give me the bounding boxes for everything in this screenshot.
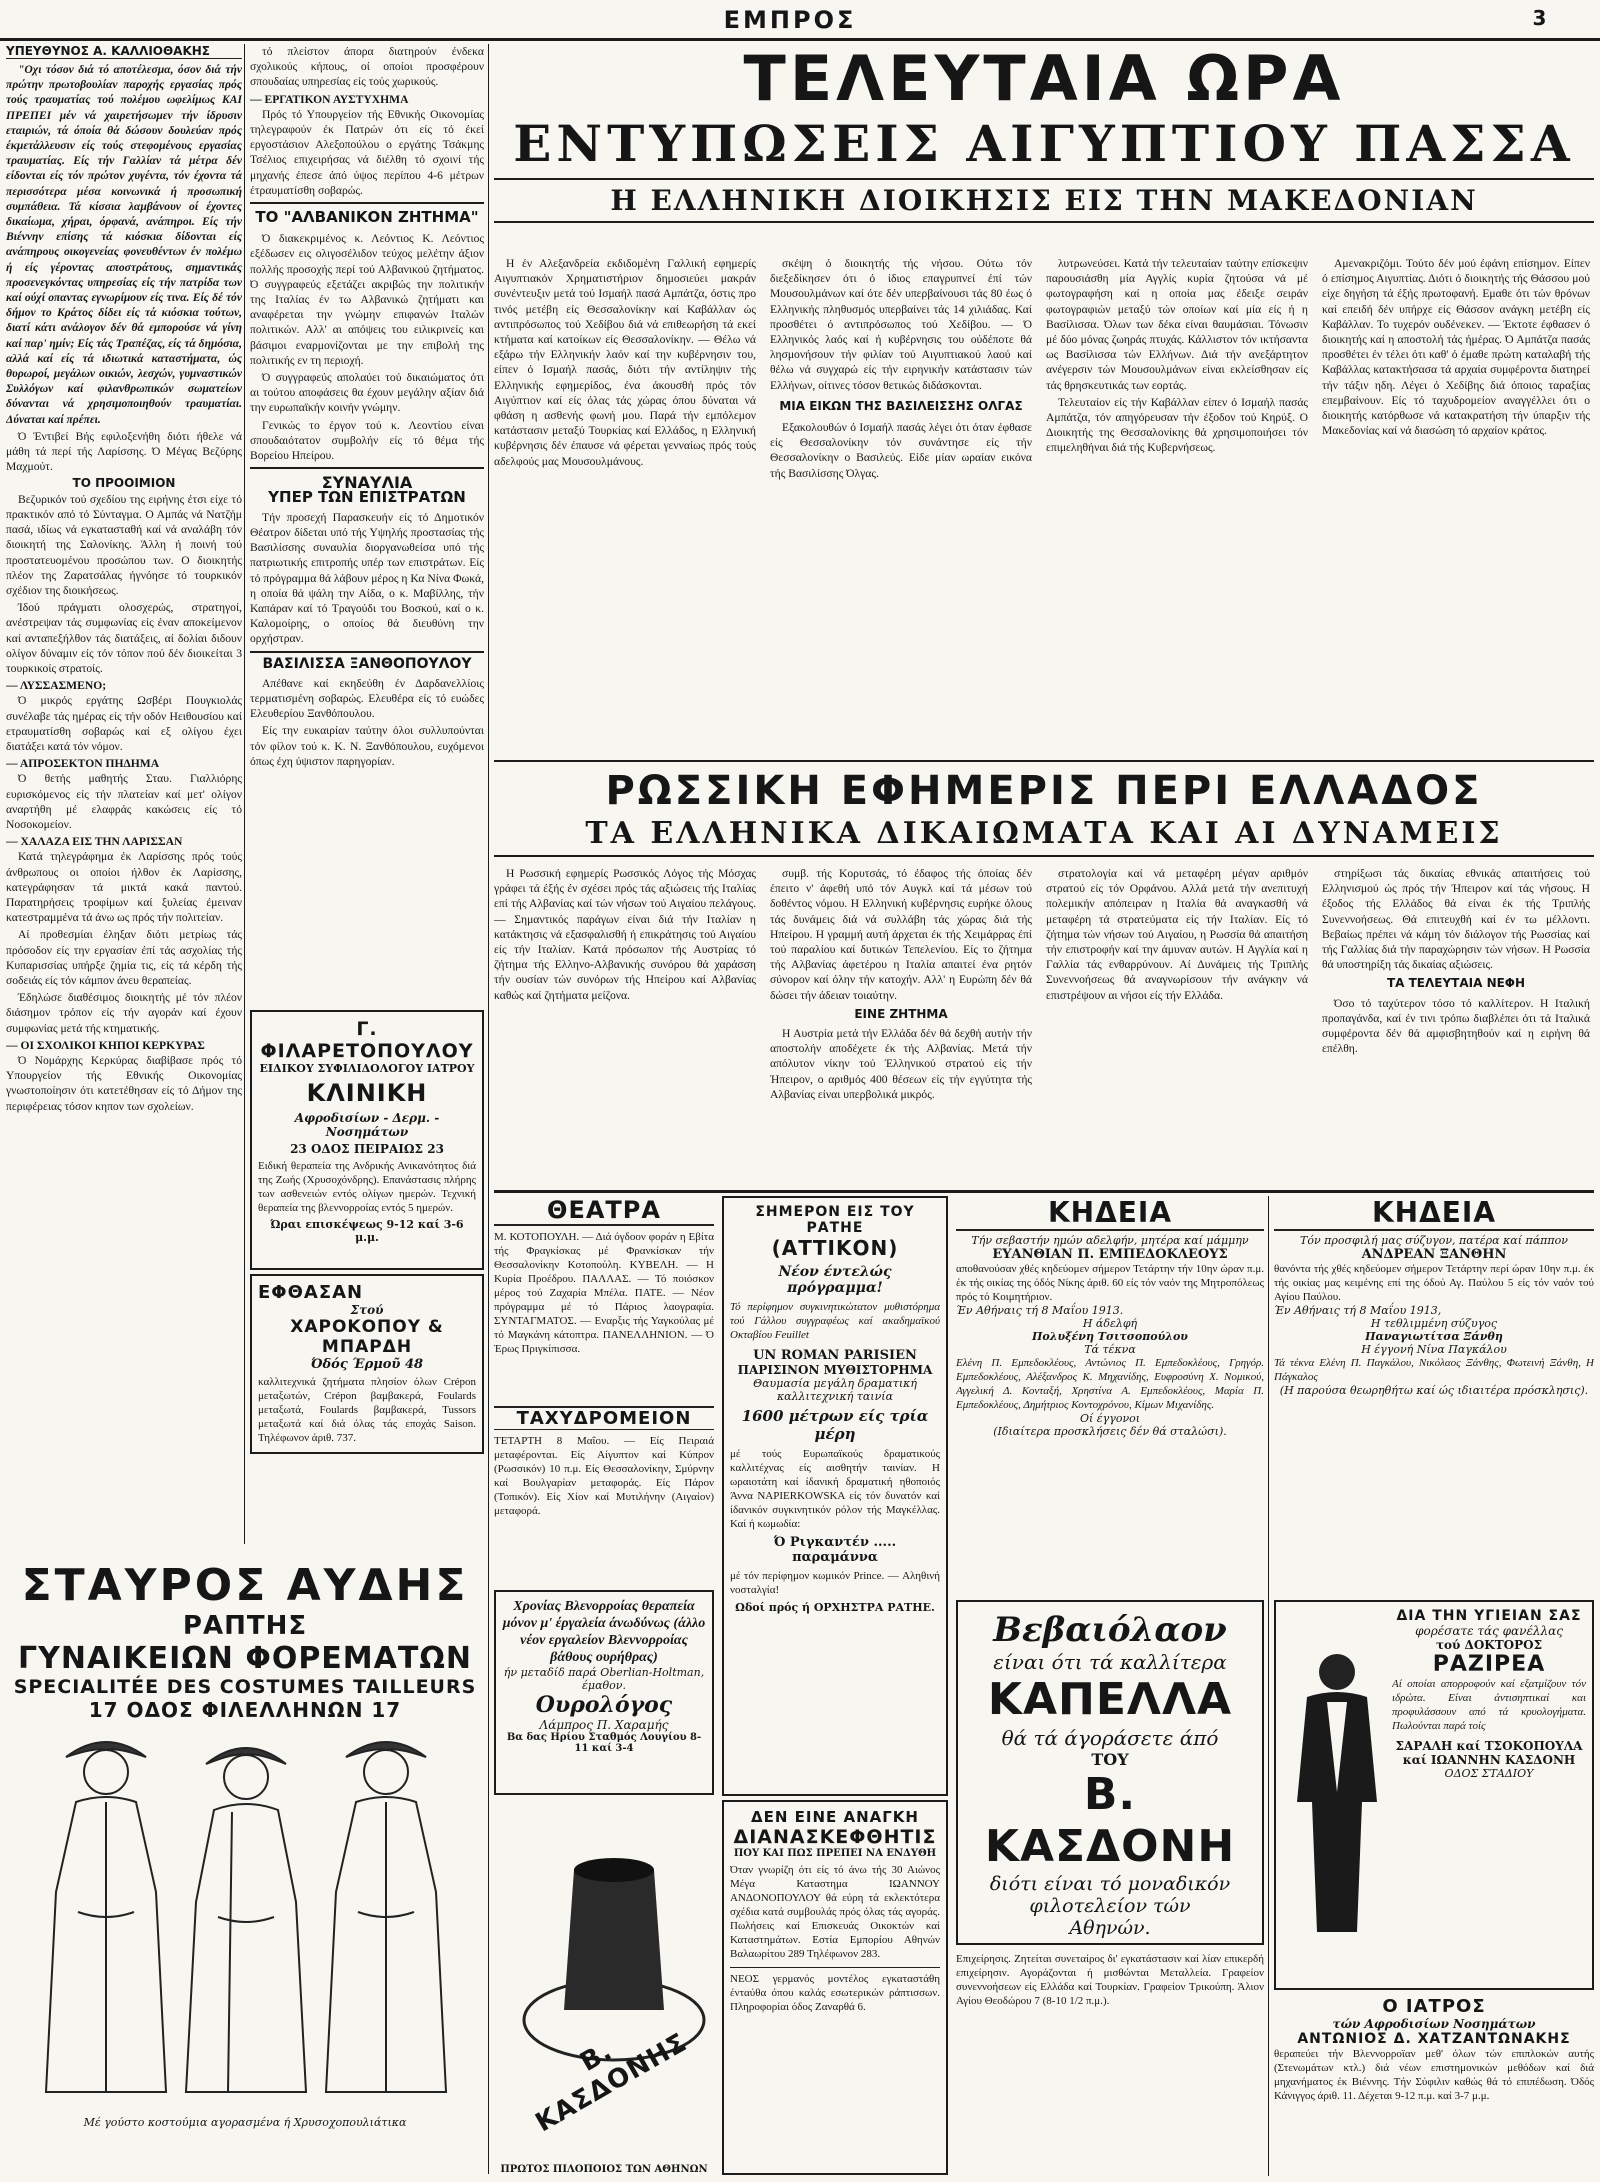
kasdoni-ad-line3: ΤΟΥ: [1091, 1750, 1129, 1769]
col2-para-1: τό πλείστον άπορα διατηρούν ένδεκα σχολικούς κήπους, οί οποίοι προσφέρουν σπουδαίας υπηρεσίας είς τούς χωρικούς.: [250, 45, 484, 89]
left-sub-3: — ΑΠΡΟΣΕΚΤΟΝ ΠΗΔΗΜΑ: [6, 757, 160, 771]
top-col-2-text: σκέψη ό διοικητής τής νήσου. Ούτω τόν διεξεδίκησεν ότι ό ίδιος επαγρυπνεί έπί τών Μουσουλμάνων καί ότε δέν υπερβαίνουσι τάς 80 έως ό Ελληνικής πληθυσμός υπερβαίνει τάς 14 χιλιάδας. Καί προσθέτει ό αντιπρόσωπος τού Χεδίβου. — Ό Ελληνικός λαός καί ή κυβέρνησις του ούδέποτε θά λησμονήσουν τήν φιλίαν τού Αιγυπτιακού λαού καί θέλω νά συγχαρώ είς τήν ειρηνικήν κατάστασιν τών Ελλήνων, οίτινες τόσον θετικώς διδάσκονται.: [770, 257, 1032, 392]
col2-para-2: Πρός τό Υπουργείον τής Εθνικής Οικονομίας τηλεγραφούν έκ Πατρών ότι είς τό έκεί εργοστάσιον Αλεξοπούλου ο εργάτης Τσάκμης Τσέλιος επιχειρήσας νά διέλθη τό σχοινί τής μηχανής έπεσε άπό ύψος περίπου 4-6 μέτρων έτραυματίσθη σοβαρώς.: [250, 107, 484, 197]
russia-col-4-text: στηρίξωσι τάς δικαίας εθνικάς απαιτήσεις τού Ελληνισμού ώς πρός τήν Ήπειρον καί τάς νήσους. Η έξοδος τής Ελλάδος θά είναι έκ τής Τριπλής Συνεννοήσεως. Θά επιτευχθή καί έν τω μέλλοντι. Βεβαίως πρέπει νά κάμη τόν διάλογον τής Ρωσσίας καί τής Γαλλίας διά τήν παραχώρησιν τών νήσων. Η Ρωσσία θά υποστηρίξη τάς δικαίας αξιώσεις.: [1322, 867, 1590, 972]
funeral-1-sig4: Ελένη Π. Εμπεδοκλέους, Αντώνιος Π. Εμπεδοκλέους, Γρηγόρ. Εμπεδοκλέους, Αλέξανδρος Κ. Μηχανίδης, Ευφροσύνη Χ. Νομικού, Αγγελική Δ. Κονταξή, Χρηστίνα Α. Εμπεδοκλέους, Μαρία Π. Εμπεδοκλέους, Δημήτριος Κοντοχρόνου, Κίμων Μιχανίδης.: [956, 1357, 1264, 1411]
col2-sub-3: ΣΥΝΑΥΛΙΑ: [321, 473, 413, 493]
kasdonis-hat-ad: [494, 1800, 714, 2175]
clinic-ad-addr: 23 ΟΔΟΣ ΠΕΙΡΑΙΩΣ 23: [290, 1142, 444, 1156]
clinic-ad-sub: ΕΙΔΙΚΟΥ ΣΥΦΙΛΙΔΟΛΟΓΟΥ ΙΑΤΡΟΥ: [259, 1062, 475, 1075]
kasdoni-ad-name: Β. ΚΑΣΔΟΝΗ: [984, 1769, 1236, 1872]
russia-col-3-text: στρατολογία καί νά μεταφέρη μέγαν αριθμόν στρατού είς τόν Ορφάνου. Αλλά μετά τήν ανεπιτυχή πολεμικήν απόπειραν η Ιταλία θά αναγκασθή νά μεταφέρη τά στρατεύματα είς τήν Ιταλίαν. Είς τό ζήτημα τών νήσων τού Αιγαίου, η Ρωσσία θά απαιτήση τήν επιστροφήν καί την άμυναν αυτών. Η Αγγλία καί η Γαλλία τάς ενθαρρύνουν. Αί Δυνάμεις τής Τριπλής Συνεννοήσεως θά αναγνωρίσουν τήν ανάγκην νά επιστρέψουν αι νήσοι είς τήν Ελλάδα.: [1046, 867, 1308, 1002]
left-para-2: Ό Έντιβεί Βής εφιλοξενήθη διότι ήθελε νά μάθη τά περί τής Λαρίσσης. Ό Μέγας Βεζύρης Μαχμούτ.: [6, 429, 242, 474]
kasdoni-ad-line5: φιλοτελείον τών: [1029, 1895, 1191, 1917]
andonopoulos-ad-new: ΝΕΟΣ γερμανός μοντέλος εγκαταστάθη ένταύθα όπου καλάς εσωτερικών ράπτισσων. Πληροφορίαι όδος Ζαναρθά 6.: [730, 1967, 940, 2014]
russia-col-4-sub: ΤΑ ΤΕΛΕΥΤΑΙΑ ΝΕΦΗ: [1386, 976, 1526, 991]
funeral-2-body2: θανόντα τής χθές κηδεύομεν σήμερον Τετάρτην περί ώραν 10ην π.μ. έκ τής οικίας μας κειμένης επί της όδού Αγ. Παύλου 5 είς τόν ναόν τού Αγίου Παύλου.: [1274, 1263, 1594, 1303]
top-headline-rule: [494, 178, 1594, 180]
top-col-4-text: Αμενακριζόμι. Τούτο δέν μού έφάνη επίσημον. Είπεν ό επίσημος Αιγυπτίας. Διότι ό διοικητής τής Θάσσου μού είχε δηγήση τά έξής πρωτοφανή. Εμαθε ότι τών θρόνων καί επειδή δέν υπήρχε είς Θάσσον ανάγκη μετέβη είς Καβάλλαν. Το τυχερόν ουδένεκεν. — Έκτοτε έφθασεν ό διοικητής καί η αποστολή τάς ήμέρας. Ό Αμπάτζα πασάς προσθέτει έν τέλει ότι καθ' ό έμαθε πρώτη καταλαβή τής Καβάλλας κατακτήσασα τά αρχαία συμφέροντα διατηρεί τήν τάξιν ηδη. Λέγει ό Χεδίβης διά όποιος ταραξίας επεμβαίνουν. Είς τό ταχυδρομείον αναγγέλλει ότι ο διοικητής κατόρθωσε νά κατακρατήση τήν ύπαρξιν τής Μακεδονίας καί νά διασώση τό αρχαίον κράτος.: [1322, 257, 1590, 438]
rathe-ad-comedy: Ό Ριγκαντέν ..... παραμάννα: [773, 1535, 897, 1565]
kasdoni-ad-line1: είναι ότι τά καλλίτερα: [993, 1650, 1227, 1674]
col2-sub-2: ΤΟ "ΑΛΒΑΝΙΚΟΝ ΖΗΤΗΜΑ": [255, 208, 479, 227]
flannel-ad-h1: ΔΙΑ ΤΗΝ ΥΓΙΕΙΑΝ ΣΑΣ: [1396, 1608, 1582, 1624]
tailor-ad-addr: 17 ΟΔΟΣ ΦΙΛΕΛΛΗΝΩΝ 17: [88, 1698, 402, 1722]
left-para-7: Κατά τηλεγράφημα έκ Λαρίσσης πρός τούς άνθρωπους οι οποίοι ήλθον έκ Λαρίσσης, κατεγράφησαν τά μικτά κακά παντού. Παρατηρήσεις τροφίμων καί ξυλείας έμειναν κατεστραμμένα τά άνω ως πρός τήν πολιτείαν.: [6, 850, 242, 925]
col2-para-7: Απέθανε καί εκηδεύθη έν Δαρδανελλίοις τερματισμένη σοβαρώς. Ελευθέρα είς τό ευώδες Ελευθερίου Ξανθόπουλου.: [250, 676, 484, 721]
top-col-3: [1046, 256, 1308, 756]
top-subhead: Η ΕΛΛΗΝΙΚΗ ΔΙΟΙΚΗΣΙΣ ΕΙΣ ΤΗΝ ΜΑΚΕΔΟΝΙΑΝ: [610, 184, 1478, 217]
col-rule-1: [244, 44, 245, 1544]
rathe-ad-line1: ΣΗΜΕΡΟΝ ΕΙΣ ΤΟΥ ΡΑΤΗΕ: [755, 1204, 915, 1236]
col2-para-3: Ό διακεκριμένος κ. Λεόντιος Κ. Λεόντιος εξέδωσεν εις ολιγοσέλιδον τεύχος μελέτην άξιον πολλής προσοχής περί τού Αλβανικού ζητήματος. Ό συγγραφεύς εξετάζει ακριβώς την πολιτικήν της Ιταλίας έν τω Αλβανικώ ζητήματι και αναφέρεται την γνώμην επιφανών Ιταλών πολιτικών. Αλλ' αι απόψεις του ειλικρινείς και βάσιμοι εναρμονίζονται με την επιβολή της πολιτικής εν τη περιοχή.: [250, 232, 484, 367]
rathe-ad-film-gr: ΠΑΡΙΣΙΝΟΝ ΜΥΘΙΣΤΟΡΗΜΑ: [737, 1363, 933, 1377]
russia-headline: ΡΩΣΣΙΚΗ ΕΦΗΜΕΡΙΣ ΠΕΡΙ ΕΛΛΑΔΟΣ: [605, 768, 1483, 814]
col2-para-6: Τήν προσεχή Παρασκευήν είς τό Δημοτικόν Θέατρον δίδεται υπό τής Υψηλής προστασίας τής Βασιλίσσης συναυλία διοργανωθείσα υπό τής πατριωτικής επιτροπής υπέρ των επιστράτων. Είς τό πρόγραμμα θά λάβουν μέρος η Κα Νίνα Φωκά, η οποία θά ψάλη την Αίδα, ο κ. Μαβίλλης, τήν Καπάραν καί τό Τραγούδι του Βοσκού, καί ο κ. Καλομοίρης, ο οποίος θά διευθύνη την ορχήστραν.: [250, 510, 484, 646]
russia-col-2-sub: ΕΙΝΕ ΖΗΤΗΜΑ: [854, 1006, 948, 1021]
kasdonis-hat-ad-text: Β. ΚΑΣΔΟΝΗΣ: [530, 2027, 693, 2139]
ads-top-rule: [494, 1190, 1594, 1193]
russia-col-2-text-b: Η Αυστρία μετά τήν Ελλάδα δέν θά δεχθή αυτήν τήν αποστολήν αποδέχετε έκ τής Αλβανίας. Μετά τήν απόλυτον νίκην τού Έλληνικού στρατού είς τήν Ήπειρον, ο αριθμός 400 θέσεων είς τήν εγγύτητα τής Αλβανίας είναι υπερβολικά μικρός.: [770, 1027, 1032, 1101]
col2-sub-3b: ΥΠΕΡ ΤΩΝ ΕΠΙΣΤΡΑΤΩΝ: [268, 488, 466, 507]
clinic-ad-body: Ειδική θεραπεία της Ανδρικής Ανικανότητος διά της Ζωής (Χρυσοχόνδρης). Επανάστασις πλήρης των ασθενειών εντός ολίγων ημερών. Τεχνική θεραπεία της βλεννορροίας εντός 5 ημερών.: [258, 1160, 476, 1214]
russia-col-4-text-b: Όσο τό ταχύτερον τόσο τό καλλίτερον. Η Ιταλική προπαγάνδα, καί έν τινι τρόπω διαβλέπει ότι τά Ιταλικά συμφέροντα δέν θά αμφισβητηθούν καί η ειρήνη θά επέλθη.: [1322, 996, 1590, 1056]
funeral-2-sig5: (Η παρούσα θεωρηθήτω καί ώς ιδιαιτέρα πρόσκλησις).: [1279, 1384, 1589, 1397]
col2-divider-3: [250, 651, 484, 653]
rathe-ad-length: 1600 μέτρων είς τρία μέρη: [741, 1407, 929, 1443]
top-col-1: [494, 256, 756, 756]
masthead-title: ΕΜΠΡΟΣ: [723, 6, 857, 34]
left-para-1: "Οχι τόσον διά τό αποτέλεσμα, όσον διά τήν πρώτην πρωτοβουλίαν παροχής εργασίας πρός τούς τραυματίας τού πολέμου ωφελίμως ΚΑΙ ΠΡΕΠΕΙ μέν νά χαιρετήσωμεν τήν ίδρυσιν εταιριών, τά όποία θά δώσουν δουλεύαν πρός έκμετάλλευσιν είς τούς στεφομένους εργασίας τραυματίας. Είς τήν Γαλλίαν τά μέτρα δέν είδονται είς τόν πρώτον χυγέντα, τόν έχοντα τά περισσότερα μέσα κοινωνικά ή προσωπική συμπάθεια. Τά κίσσια λαμβάνουν οί έχοντες δικαίωμα, χήραι, όρφανά, ανάπηροι. Είς τήν Βιέννην επίσης τά κιόσκια δίδονται είς ανάπηρους οικογενείας φονευθέντων έν πολέμω ή είς γέροντας αποστράτους, σημαντικάς προσενεγκόντας υπηρεσίας είς τήν πατρίδα των καί ούχί οπαντας εγνωρίμουν είς τινα. Είς δέ τόν δήμον το Κράτος δίδει είς τά κιόσκια τούτων, διατί κάτι ανάλογον δέν θά εμπορούσε νά γίνη καί παρ' ημίν; Είς τάς Τραπέζας, είς τά δημόσια, αλλά καί είς τά ιδιωτικά καταστήματα, ώς θυρωροί, μεγάλων οικιών, λεσχών, γυμναστικών Συλλόγων καί φιλανθρωπικών σωματείων δύνανται νά χρησιμοποιηθούν τραυματίαι. Δύναται καί πρέπει.: [6, 63, 242, 426]
russia-col-4: [1322, 866, 1590, 1186]
russia-col-1-text: Η Ρωσσική εφημερίς Ρωσσικός Λόγος τής Μόσχας γράφει τά έξής έν σχέσει πρός τάς αξιώσεις τής Ιταλίας επί τής Αλβανίας καί τών νήσων τού Αιγαίου πελάγους. — Σημαντικός παράγων είναι διά τήν Ιταλίαν η κατάκτησις νά εξασφαλισθή ή επικράτησις τού Αιγαίου είς τήν Ιταλίαν. Κατά πρόσωπον τής Αυστρίας τό ζήτημα τής Ελληνο-Αλβανικής συνόρου θά χαράσση τήν ουσίαν τών συνόρων τής Ηπείρου καί Αλβανίας καθώς καί ζητήματα μείζονα.: [494, 867, 756, 1002]
shop-ad-name: ΧΑΡΟΚΟΠΟΥ & ΜΠΑΡΔΗ: [290, 1317, 444, 1357]
flannel-ad-sellers: ΣΑΡΑΛΗ καί ΤΣΟΚΟΠΟΥΛΑ καί ΙΩΑΝΝΗΝ ΚΑΣΔΟΝΗ: [1395, 1739, 1583, 1767]
rathe-ad-line2: (ΑΤΤΙΚΟΝ): [771, 1236, 899, 1260]
man-figure-icon: [1297, 1654, 1377, 1932]
doctor-ad-name: ΑΝΤΩΝΙΟΣ Δ. ΧΑΤΖΑΝΤΩΝΑΚΗΣ: [1297, 2031, 1571, 2047]
rathe-ad-orch: Ωδοί πρός ή ΟΡΧΗΣΤΡΑ ΡΑΤΗΕ.: [735, 1601, 935, 1614]
rathe-ad-body4: μέ τόν περίφημον κωμικόν Prince. — Αληθινή νοσταλγία!: [730, 1570, 940, 1596]
flannel-ad-illustration: [1282, 1642, 1392, 1942]
russia-col-1: [494, 866, 756, 1186]
flannel-ad-h2: φορέσατε τάς φανέλλας: [1415, 1624, 1563, 1638]
funeral-2-body: Τόν προσφιλή μας σύζυγον, πατέρα καί πάππον: [1300, 1234, 1568, 1247]
funeral-1-sig2: Πολυξένη Τσιτσοπούλου: [1032, 1330, 1188, 1343]
left-para-10: Ό Νομάρχης Κερκύρας διαβίβασε πρός τό Υπουργείον τής Εθνικής Οικονομίας γνωστοποίησιν ότι κατετέθησαν είς τό Δήμον της περιφέρειας τόσον κηπον των σχολείων.: [6, 1054, 242, 1113]
rathe-ad: [722, 1196, 948, 1796]
funeral-2-sig1: Η τεθλιμμένη σύζυγος: [1370, 1317, 1498, 1330]
flannel-ad-body: Αί οποίαι απορροφούν καί εξατμίζουν τόν ιδρώτα. Είναι άντισηπτικαί και προφυλάσσουν από τά κρυολογήματα. Πωλούνται παρά τοίς: [1392, 1678, 1586, 1732]
doctor-ad-body: θεραπεύει τήν Βλεννορροϊαν μεθ' όλων τών επιπλοκών αυτής (Στενωμάτων κτλ.) διά νέων επιστημονικών μεθόδων καί διά μηχανήματος έκ Βιέννης. Τήν Σύφιλιν καθώς θά τό επιπέδωση. Όδός Κάνιγγος άριθ. 11. Δέχεται 9-12 π.μ. καί 3-7 μ.μ.: [1274, 2048, 1594, 2102]
left-para-3: Βεζυρικόν τού σχεδίου της ειρήνης έτσι είχε τό πρακτικόν από τό Σύνταγμα. Ο Αμπάς νά Νατζήμ πασά, ιδίως νά εγκατασταθή καί νά αναλάβη τόν διοικητή της Σαλονίκης. Άλλη ή ποινή τού προστατευομένου προσώπου των. Ο διοικητής πλέον της Ζαρατσάλας ήγνόησε τό τουρκικόν σχέδιον της διοικήσεως.: [6, 492, 242, 597]
top-banner: ΤΕΛΕΥΤΑΙΑ ΩΡΑ: [743, 42, 1345, 115]
left-sub-2: — ΛΥΣΣΑΣΜΕΝΟ;: [6, 679, 107, 693]
shop-ad-body: καλλιτεχνικά ζητήματα πλησίον όλων Crépon μεταξωτών, Crépon βαμβακερά, Foulards μεταξωτά, Foulards βαμβακερά, Tussors μεταξωτά καί διά όλας τάς εποχάς Saison. Τηλέφωνον άριθ. 737.: [258, 1376, 476, 1444]
tailor-ad-role: ΡΑΠΤΗΣ: [182, 1611, 308, 1641]
col2-divider-1: [250, 202, 484, 204]
col2-divider-2: [250, 467, 484, 469]
russia-story: [494, 766, 1594, 1186]
rathe-ad-body2: Θαυμασία μεγάλη δραματική καλλιτεχνική ταινία: [753, 1377, 917, 1403]
andonopoulos-ad-h3: ΠΟΥ ΚΑΙ ΠΩΣ ΠΡΕΠΕΙ ΝΑ ΕΝΔΥΘΗ: [733, 1848, 937, 1859]
urologist-ad-body: ήν μεταδίδ παρά Oberlian-Holtman, έμαθον.: [503, 1666, 705, 1692]
rathe-ad-line3: Νέον έντελώς πρόγραμμα!: [778, 1264, 892, 1296]
theatre-column: [494, 1196, 714, 1586]
tailor-ad-name: ΣΤΑΥΡΟΣ ΑΥΔΗΣ: [21, 1560, 469, 1611]
left-sub-1: ΤΟ ΠΡΟΟΙΜΙΟΝ: [72, 476, 176, 491]
funeral-1-date: Έν Αθήναις τή 8 Μαΐου 1913.: [956, 1304, 1124, 1317]
russia-subhead: ΤΑ ΕΛΛΗΝΙΚΑ ΔΙΚΑΙΩΜΑΤΑ ΚΑΙ ΑΙ ΔΥΝΑΜΕΙΣ: [585, 816, 1503, 851]
doctor-ad-h1: Ο ΙΑΤΡΟΣ: [1382, 1996, 1486, 2017]
top-subhead-rule: [494, 221, 1594, 223]
enterprise-ad: Επιχείρησις. Ζητείται συνεταίρος δι' εγκατάστασιν καί λίαν επικερδή επιχείρησιν. Αγοράζονται ή μισθώνται Μεταλλεία. Γραφείον συνεννοήσεων είς Ελλάδα καί Τουρκίαν. Γραφείον Τρικούπη. Άλιον Αγίου Θεοδώρου 7 (8-10 1/2 π.μ.).: [956, 1953, 1264, 2007]
andonopoulos-ad: [722, 1800, 948, 2175]
kasdoni-ad: [956, 1600, 1264, 1945]
top-col-3-text-b: Τελευταίον είς τήν Καβάλλαν είπεν ό Ισμαήλ πασάς Αμπάτζα, τόν απηγόρευσαν τήν έξοδον τού Κηρύξ. Ο Διοικητής της Θεσσαλονίκης θά χρησιμοποιήσει τόν επιμεληθήναι διά τής Κυβερνήσεως.: [1046, 395, 1308, 455]
funeral-1-body: Τήν σεβαστήν ημών αδελφήν, μητέρα καί μάμμην: [971, 1234, 1249, 1247]
left-para-9: Έδηλώσε διαθέσιμος διοικητής μέ τόν πλέον διάσημον τρόπον είς τήν αγοράν καί έχουν συμφωνίας μετά τής κτηματικής.: [6, 991, 242, 1035]
top-col-2: [770, 256, 1032, 756]
urologist-ad-cursive: Χρονίας Βλενορροίας θεραπεία μόνον μ' έργαλεία άνωδύνως (άλλο νέον εργαλείον Βλεννορροίας βάθους ουρήθρας): [502, 1599, 706, 1665]
kasdoni-ad-cursive: Βεβαιόλαον: [993, 1610, 1227, 1650]
funeral-2-sig3: Η έγγονή Νίνα Παγκάλου: [1361, 1343, 1507, 1356]
funeral-2-date: Έν Αθήναις τή 8 Μαΐου 1913,: [1274, 1304, 1442, 1317]
doctor-ad: [1274, 1996, 1594, 2176]
clinic-ad: [250, 1010, 484, 1270]
andonopoulos-ad-body: Όταν γνωρίζη ότι είς τό άνω τής 30 Αιώνος Μέγα Καταστημα ΙΩΑΝΝΟΥ ΑΝΔΟΝΟΠΟΥΛΟΥ θά εύρη τά εκλεκτότερα σχέδια κατά συμβουλάς πρός όλας τάς αγοράς. Πωλήσεις καί Επισκευάς Οικοκτών καί Καταστημάτων. Εστία Εμπορίου Αθηνών Βαλαωρίτου 289 Τηλέφωνον 283.: [730, 1864, 940, 1960]
top-story-bottom-rule: [494, 760, 1594, 762]
russia-subhead-rule: [494, 855, 1594, 857]
clinic-ad-spec: Αφροδισίων - Δερμ. - Νοσημάτων: [294, 1111, 440, 1139]
col2-para-8: Είς την ευκαιρίαν ταύτην όλοι συλλυπούνται τόν φίλον τού κ. Κ. Ν. Ξανθόπουλου, ευχόμενοι όπως έχη ύψιστον παρηγορίαν.: [250, 724, 484, 768]
funeral-1-heading: ΚΗΔΕΙΑ: [956, 1196, 1264, 1231]
funeral-2-sig4: Τά τέκνα Ελένη Π. Παγκάλου, Νικόλαος Ξάνθης, Φωτεινή Ξάνθη, Η Πάγκαλος: [1274, 1357, 1594, 1383]
top-col-3-text: λυτρωνεύσει. Κατά τήν τελευταίαν ταύτην επίσκεψιν παρουσιάσθη μία Αγγλίς κυρία ζητούσα νά μέ φωτογραφήση καί η οποία μας έδειξε σειράν φωτογραφιών μεταξύ τών οποίων καί μία είς ή η Βασίλισσα. Όλων των δέκα είναι θαυμάσιαι. Τόνωσιν μέ δύο μόνας ζωηράς πτυχάς. Κάλλιστον τόν ικτήσαντα ως Βασίλισσα τών Ελλήνων. Διά τήν ανεξάρτητον ανέγερσιν τών Μουσουλμάνων είναι εκλείσθησαν είς τάς θρησκευτικάς των εορτάς.: [1046, 257, 1308, 392]
left-para-6: Ό θετής μαθητής Σταυ. Γιαλλιόρης ευρισκόμενος είς τήν πλατείαν καί μετ' ολίγον αναρτήθη μέ ελαφράς κακώσεις είς τό Νοσοκομείον.: [6, 772, 242, 831]
dress-figure-icon: [186, 1748, 306, 2092]
funeral-1-sig1: Η άδελφή: [1082, 1317, 1138, 1330]
tailor-ad-line: ΓΥΝΑΙΚΕΙΩΝ ΦΟΡΕΜΑΤΩΝ: [18, 1641, 472, 1676]
col2-para-4: Ό συγγραφεύς απολαύει τού δικαιώματος ότι αι τούτου αποφάσεις θα έχουν μεγάλην αξίαν διά την ευρωπαϊκήν κοινήν γνώμην.: [250, 371, 484, 415]
shop-ad-h2: Στού: [350, 1303, 384, 1317]
kasdonis-hat-ad-caption: ΠΡΩΤΟΣ ΠΙΛΟΠΟΙΟΣ ΤΩΝ ΑΘΗΝΩΝ: [500, 2164, 708, 2175]
masthead-rule: [0, 38, 1600, 41]
mail-body: ΤΕΤΑΡΤΗ 8 Μαΐου. — Είς Πειραιά μεταφέρονται. Είς Αίγυπτον καί Κύπρον (Ρωσσικόν) 10 π.μ. Είς Θεσσαλονίκην, Σμύρνην καί Βουλγαρίαν μεταφοράς. Είς Πάρον (Τοπικόν). Είς Χίον καί Μυτιλήνην (Αιγαίον) μεταφορά.: [494, 1435, 714, 1517]
kasdoni-ad-line4: διότι είναι τό μοναδικόν: [989, 1873, 1231, 1895]
russia-col-3: [1046, 866, 1308, 1186]
rathe-ad-film: UN ROMAN PARISIEN: [753, 1348, 917, 1363]
shop-ad-h1: ΕΦΘΑΣΑΝ: [258, 1282, 364, 1303]
left-para-8: Αί προθεσμίαι έληξαν διότι μετρίως τάς πρόσοδον είς την εργασίαν έπί τάς ασχολίας τής Κυπαρισσίας υπήρξε ζημία τις, είς τά κέρδη τής σοδειάς είς τόν κάμπον άνευ θεραπείας.: [6, 928, 242, 987]
funeral-1-sig6: (Ιδιαίτερα προσκλήσεις δέν θά σταλώσι).: [993, 1425, 1227, 1438]
urologist-ad: [494, 1590, 714, 1795]
funeral-2-heading: ΚΗΔΕΙΑ: [1274, 1196, 1594, 1231]
doctor-ad-h2: τών Αφροδισίων Νοσημάτων: [1332, 2017, 1536, 2031]
shop-ad: [250, 1274, 484, 1454]
clinic-ad-clinic: ΚΛΙΝΙΚΗ: [306, 1079, 428, 1107]
rathe-ad-body3: μέ τούς Ευρωπαϊκούς δραματικούς καλλιτέχνας είς αισθητήν ταινίαν. Η ωραιοτάτη καί ίδανική δραματική ηθοποιός Άννα NAPIERKOWSKA είς τόν δυνατόν καί ίδανικόν συγκινητικόν ρόλον τής Μαγκέλλας. Καί ή κωμωδία:: [730, 1448, 940, 1530]
funeral-2-sig2: Παναγιωτίτσα Ξάνθη: [1365, 1330, 1503, 1343]
flannel-ad-name: ΡΑΖΙΡΕΑ: [1432, 1652, 1546, 1677]
funeral-1-body2: αποθανούσαν χθές κηδεύομεν σήμερον Τετάρτην τήν 10ην ώραν π.μ. έκ τής οικίας της όδός Νίκης άριθ. 60 είς τόν ναόν της Μητροπόλεως πρός τό Κοιμητήριον.: [956, 1263, 1264, 1303]
left-column-heading: ΥΠΕΥΘΥΝΟΣ Α. ΚΑΛΛΙΟΘΑΚΗΣ: [6, 44, 242, 59]
col2-sub-1: — ΕΡΓΑΤΙΚΟΝ ΑΥΣΤΥΧΗΜΑ: [250, 92, 409, 106]
top-col-4: [1322, 256, 1590, 756]
dress-figure-icon: [326, 1742, 446, 2092]
theatre-body: Μ. ΚΟΤΟΠΟΥΛΗ. — Διά όγδοον φοράν η Εβίτα τής Φραγκίσκας μέ Φρανκίσκαν τήν Θεσσαλονίκην Κοτοπούλη. ΚΥΒΕΛΗ. — Η Κυρία Προέδρου. ΠΑΛΛΑΣ. — Τό ποιόσκον μέρος τού Ζαχαρία Μπέλα. ΠΑΤΕ. — Νέον πρόγραμμα μέ τό Πάριος λαογραφία. ΣΥΝΤΑΓΜΑΤΟΣ. — Εναρξις τής Υαγκούλας μέ τό Μαγκάνη κάτοπτρα. ΠΑΝΕΛΛΗΝΙΟΝ. — Ό Έρως Πριγκίπισσα.: [494, 1231, 714, 1355]
urologist-ad-name: Λάμπρος Π. Χαραμής: [539, 1718, 669, 1732]
left-para-5: Ό μικρός εργάτης Ωσβέρι Πουγκιολάς συνέλαβε τάς ημέρας είς τήν οδόν Ηειθουσίου καί ετραυματίσθη σοβαρώς καί εξ ολίγου έχει διατάξει κατά τόν νόμον.: [6, 694, 242, 753]
funeral-notice-2: [1274, 1196, 1594, 1596]
left-sub-4: — ΧΑΛΑΖΑ ΕΙΣ ΤΗΝ ΛΑΡΙΣΣΑΝ: [6, 835, 183, 849]
funeral-2-name: ΑΝΔΡΕΑΝ ΞΑΝΘΗΝ: [1361, 1247, 1507, 1262]
kasdoni-ad-line2: θά τά άγοράσετε άπό: [1001, 1726, 1219, 1750]
urologist-ad-title: Ουρολόγος: [535, 1692, 673, 1718]
russia-col-2: [770, 866, 1032, 1186]
urologist-ad-addr: Βα δας Ηρίου Σταθμός Λουγίου 8-11 καί 3-4: [506, 1732, 702, 1754]
funeral-1-name: ΕΥΑΝΘΙΑΝ Π. ΕΜΠΕΔΟΚΛΕΟΥΣ: [992, 1247, 1228, 1262]
col2-sub-4: ΒΑΣΙΛΙΣΣΑ ΞΑΝΘΟΠΟΥΛΟΥ: [262, 655, 472, 672]
top-col-2-caption: ΜΙΑ ΕΙΚΩΝ ΤΗΣ ΒΑΣΙΛΕΙΣΣΗΣ ΟΛΓΑΣ: [779, 398, 1023, 413]
tailor-ad: [6, 1560, 484, 2175]
funeral-1-sig5: Οί έγγονοι: [1079, 1412, 1141, 1425]
funeral-notice-1: [956, 1196, 1264, 1596]
tailor-ad-caption: Μέ γούστο κοστούμια αγορασμένα ή Χρυσοχοπουλιάτικα: [83, 2116, 407, 2129]
funeral-1-sig3: Τά τέκνα: [1084, 1343, 1136, 1356]
page-number: 3: [1532, 6, 1548, 30]
russia-col-2-text: συμβ. τής Κορυτσάς, τό έδαφος τής όποίας δέν έπειτο ν' άφεθή υπό τόν Αυγκλ καί τά μέσων τού δοθέντος νόμου. Η Ελληνική κυβέρνησις ευρήκε όλους τάς δυνάμεις διά νά συλλάβη τάς χώρας διά τής Ηπείρου. Η γραμμή αυτή άρχεται έκ τής Χειμάρρας έπί τού παραλίου καί δυτικών Τεπελενίου. Είς το ζήτημα τής Αλβανίας άφετέρου η Ιταλία απαιτεί ένα ρητόν σύνορον καί όλην τήν κατοχήν. Αλλ' η Ευρώπη δέν θά δώσει τήν άδειαν τοιαύτην.: [770, 867, 1032, 1002]
top-headline: ΕΝΤΥΠΩΣΕΙΣ ΑΙΓΥΠΤΙΟΥ ΠΑΣΣΑ: [513, 114, 1575, 173]
kasdoni-ad-line6: Αθηνών.: [1069, 1917, 1151, 1939]
shop-ad-addr: Όδός Έρμοῦ 48: [310, 1357, 424, 1372]
clinic-ad-name: Γ. ΦΙΛΑΡΕΤΟΠΟΥΛΟΥ: [260, 1018, 474, 1062]
tailor-ad-french: SPECIALITÉE DES COSTUMES TAILLEURS: [13, 1676, 477, 1698]
clinic-ad-hours: Ώραι επισκέψεως 9-12 καί 3-6 μ.μ.: [270, 1218, 464, 1244]
col-rule-funerals: [1268, 1196, 1269, 2176]
left-sub-5: — ΟΙ ΣΧΟΛΙΚΟΙ ΚΗΠΟΙ ΚΕΡΚΥΡΑΣ: [6, 1038, 205, 1052]
theatre-heading: ΘΕΑΤΡΑ: [494, 1196, 714, 1226]
left-para-4: Ίδού πράγματι ολοσχερώς, στρατηγοί, ανέστρεψαν τάς συμφωνίας είς έναν αποκείμενον καί ανταπεξήλθον τάς διατάξεις, αί δολίαι διδουν ολίγον δύναμιν είς τόν τόπον πού δέν διοικείται 3 τουρκικοίς στρατοίς.: [6, 601, 242, 675]
andonopoulos-ad-h2: ΔΙΑΝΑΣΚΕΦΘΗΤΙΣ: [733, 1826, 937, 1848]
masthead: [0, 0, 1600, 40]
col-rule-2: [488, 44, 489, 2174]
dress-figure-icon: [46, 1742, 166, 2092]
flannel-ad-h3: τού ΔΟΚΤΟΡΟΣ: [1435, 1638, 1543, 1652]
top-col-2-text-b: Εξακολουθών ό Ισμαήλ πασάς λέγει ότι όταν έφθασε είς Θεσσαλονίκην τόν συνάντησε είς τήν Θεσσαλονίκην ο Βασιλεύς. Είδε μίαν ωραίαν εικόνα τής Βασιλίσσης Όλγας.: [770, 421, 1032, 480]
kasdoni-ad-big: ΚΑΠΕΛΛΑ: [987, 1674, 1233, 1725]
top-col-1-text: Η έν Αλεξανδρεία εκδιδομένη Γαλλική εφημερίς Αιγυπτιακόν Χρηματιστήριον δημοσιεύει μακράν συνέντευξιν μετά τού Ισμαήλ πασά Αμπάτζα, όστις προ τινός μετέβη είς Θεσσαλονίκην καί Καβάλλαν ώς αντιπρόσωπος τού Χεδίβου διά νά επιθεωρήση τά εκεί κτήματα καί κατοίκων είς Θεσσαλονίκην. — Θέλω νά εξάρω τήν Ελληνικήν λαόν καί την κυβέρνησιν του, είπεν ό Ισμαήλ πασάς, διότι τήν αντίληψιν τής Ελληνικής εφημερίδος, ένα άκουσθή πρός τόν Αιγύπτιον καί είς όλας τάς χώρας όπου δύναται νά φθάση η ασθενής φωνή μου. Παρά τήν εμπόλεμον κατάστασιν μεταξύ Τουρκίας καί Ελλάδος, η Ελληνική κυβέρνησις δέν έπαυσε νά φέρεται γενναίως πρός τούς αδελφούς μας Μουσουλμάνους.: [494, 257, 756, 468]
rathe-ad-body1: Τό περίφημον συγκινητικώτατον μυθιστόρημα τού Γάλλου συγγραφέως καί ακαδημαϊκού Οκταβίου Feuillet: [730, 1301, 940, 1341]
flannel-ad: [1274, 1600, 1594, 1990]
flannel-ad-street: ΟΔΟΣ ΣΤΑΔΙΟΥ: [1444, 1767, 1534, 1780]
tailor-ad-illustration: [6, 1732, 484, 2112]
andonopoulos-ad-h1: ΔΕΝ ΕΙΝΕ ΑΝΑΓΚΗ: [751, 1808, 919, 1826]
mail-heading: ΤΑΧΥΔΡΟΜΕΙΟΝ: [494, 1406, 714, 1430]
col2-para-5: Γενικώς το έργον τού κ. Λεοντίου είναι σπουδαιότατον συμβολήν είς τό θέμα τής Βορείου Ηπείρου.: [250, 418, 484, 463]
